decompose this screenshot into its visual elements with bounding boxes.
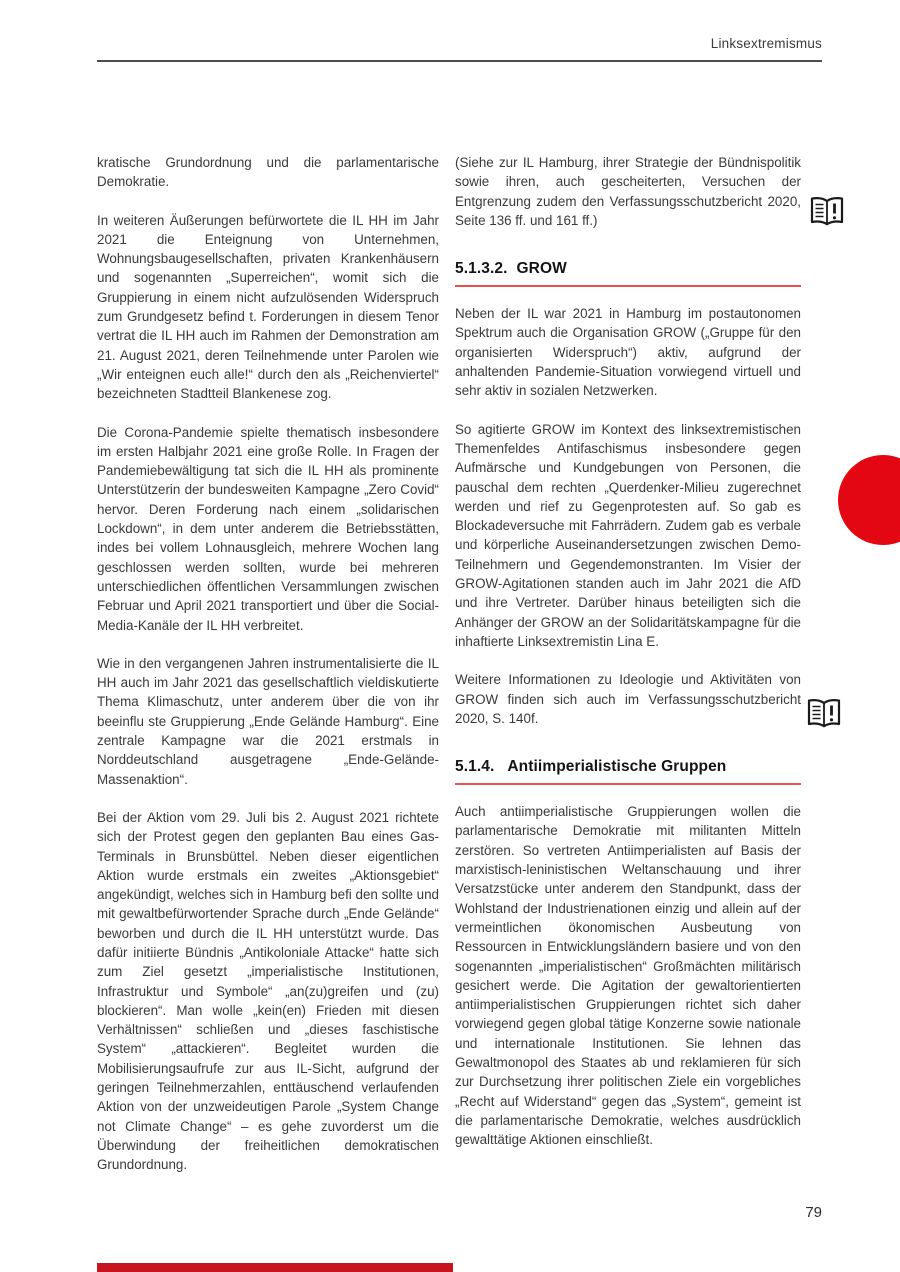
header-rule [97,60,822,62]
section-title: Antiimperialistische Gruppen [507,758,727,776]
paragraph: Die Corona-Pandemie spielte thematisch insbesondere im ersten Halbjahr 2021 eine große Rolle. In Fragen der Pandemiebewältigung tat sich die IL HH als prominente Unterstützerin der bundesweiten Kampagne „Zero Covid“ hervor. Deren Forderung nach einem „solidarischen Lockdown“, in dem unter anderem die Betriebsstätten, indes bei vollem Lohnausgleich, mehrere Wochen lang geschlossen werden sollten, wurde bei mehreren unterschiedlichen öffentlichen Versammlungen zwischen Februar und April 2021 transportiert und über die Social-Media-Kanäle der IL HH verbreitet. [97,424,439,633]
book-alert-icon [809,196,845,227]
paragraph: In weiteren Äußerungen befürwortete die IL HH im Jahr 2021 die Enteignung von Unternehmen, Wohnungsbaugesellschaften, privaten Krankenhäusern und sogenannten „Superreichen“, womit sich die Gruppierung in einem nicht aufzulösenden Widerspruch zum Grundgesetz befind t. Forderungen in diesem Tenor vertrat die IL HH auch im Rahmen der Demonstration am 21. August 2021, deren Teilnehmende unter Parolen wie „Wir enteignen euch alle!“ durch den als „Reichenviertel“ bezeichneten Stadtteil Blankenese zog. [97,212,439,402]
paragraph: Neben der IL war 2021 in Hamburg im postautonomen Spektrum auch die Organisation GROW („Gruppe für den organisierten Widerspruch“) aktiv, aufgrund der anhaltenden Pandemie-Situation vorwiegend virtuell und sehr aktiv in sozialen Netzwerken. [455,306,801,399]
reference-note: Weitere Informationen zu Ideologie und Aktivitäten von GROW finden sich auch im Verfassungsschutzbericht 2020, S. 140f. [455,672,801,726]
reference-note: (Siehe zur IL Hamburg, ihrer Strategie der Bündnispolitik sowie ihren, auch gescheiterten, Versuchen der Entgrenzung zudem den Verfassungsschutzbericht 2020, Seite 136 ff. und 161 ff.) [455,155,801,228]
section-heading-antiimperialistische-gruppen [455,758,801,785]
paragraph: So agitierte GROW im Kontext des linksextremistischen Themenfeldes Antifaschismus insbesondere gegen Aufmärsche und Kundgebungen von Personen, die pauschal dem rechten „Querdenker-Milieu zugerechnet werden und rief zu Gegenprotesten auf. So gab es Blockadeversuche mit Fahrrädern. Zudem gab es verbale und körperliche Auseinandersetzungen zwischen Demo-Teilnehmern und Gegendemonstranten. Im Visier der GROW-Agitationen standen auch im Jahr 2021 die AfD und ihre Vertreter. Darüber hinaus beteiligten sich die Anhänger der GROW an der Solidaritätskampagne für die inhaftierte Linksextremistin Lina E. [455,421,801,649]
left-column [97,153,439,1194]
paragraph: Auch antiimperialistische Gruppierungen wollen die parlamentarische Demokratie mit militanten Mitteln zerstören. So vertreten Antiimperialisten auf Basis der marxistisch-leninistischen Weltanschauung und ihrer Versatzstücke unter anderem den Standpunkt, dass der Wohlstand der Industrienationen einzig und allein auf der vermeintlichen ökonomischen Ausbeutung von Ressourcen in Entwicklungsländern basiere und von den sogenannten „imperialistischen“ Großmächten militärisch gesichert werde. Die Agitation der gewaltorientierten antiimperialistischen Gruppierungen richtet sich daher vorwiegend gegen global tätige Konzerne sowie nationale und internationale Institutionen. Sie lehnen das Gewaltmonopol des Staates ab und reklamieren für sich zur Durchsetzung ihrer politischen Ziele ein vorgebliches „Recht auf Widerstand“ gegen das „System“, gemeint ist die parlamentarische Demokratie, welches ausdrücklich gewalttätige Aktionen einschließt. [455,804,801,1148]
book-alert-icon [806,698,842,729]
page-number: 79 [805,1204,822,1221]
section-title: GROW [516,260,567,278]
section-number: 5.1.3.2. [455,260,508,278]
running-header: Linksextremismus [710,36,822,51]
page-edge-red-circle [838,455,900,545]
paragraph: Bei der Aktion vom 29. Juli bis 2. August 2021 richtete sich der Protest gegen den geplanten Bau eines Gas-Terminals in Brunsbüttel. Neben dieser eigentlichen Aktion wurde erstmals ein zweites „Aktionsgebiet“ angekündigt, welches sich in Hamburg befi den sollte und mit gewaltbefürwortender Sprache durch „Ende Gelände“ beworben und durch die IL HH unterstützt wurde. Das dafür initiierte Bündnis „Antikoloniale Attacke“ hatte sich zum Ziel gesetzt „imperialistische Institutionen, Infrastruktur und Symbole“ „an(zu)greifen und (zu) blockieren“. Man wolle „kein(en) Frieden mit diesen Verhältnissen“ schließen und „dieses faschistische System“ „attackieren“. Begleitet wurden die Mobilisierungsaufrufe zur aus IL-Sicht, aufgrund der geringen Teilnehmerzahlen, enttäuschend verlaufenden Aktion von der unzweideutigen Parole „System Change not Climate Change“ – es gehe zuvorderst um die Überwindung der freiheitlichen demokratischen Grundordnung. [97,809,439,1173]
right-column [455,153,801,1168]
paragraph: Wie in den vergangenen Jahren instrumentalisierte die IL HH auch im Jahr 2021 das gesellschaftlich vieldiskutierte Thema Klimaschutz, unter anderem über die von ihr beeinflu ste Gruppierung „Ende Gelände Hamburg“. Eine zentrale Kampagne war die 2021 erstmals in Norddeutschland ausgetragene „Ende-Gelände-Massenaktion“. [97,655,439,787]
paragraph: kratische Grundordnung und die parlamentarische Demokratie. [97,155,439,190]
bottom-red-bar [97,1263,453,1272]
section-number: 5.1.4. [455,758,495,776]
section-heading-grow [455,260,801,287]
